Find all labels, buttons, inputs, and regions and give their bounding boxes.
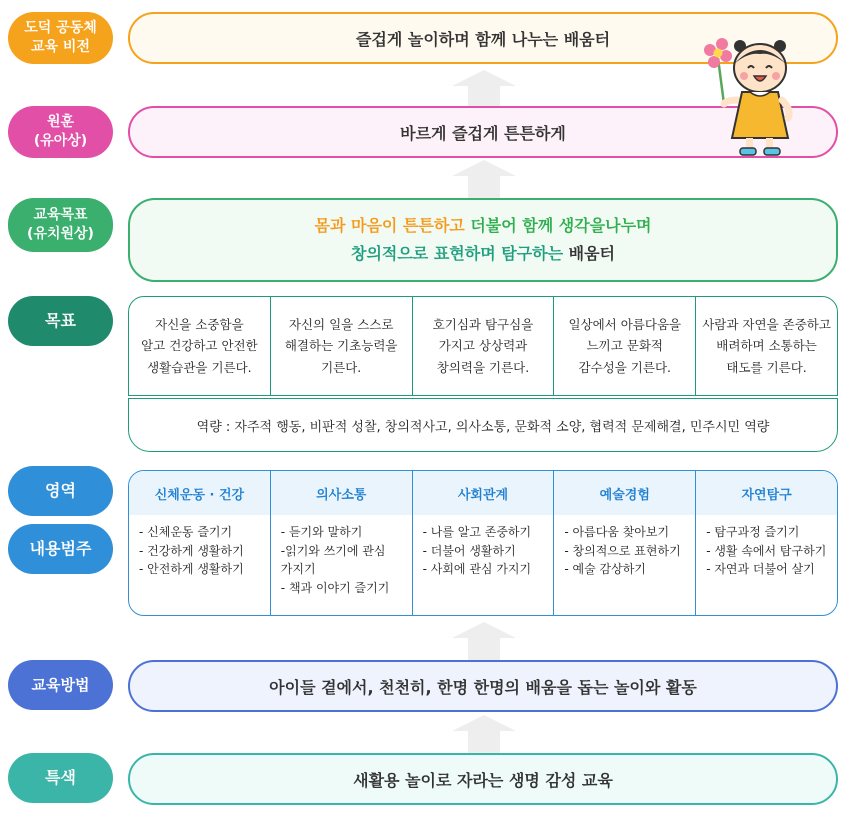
edu-goal-label: 교육목표 (유치원상) bbox=[8, 198, 113, 252]
up-arrow-icon bbox=[452, 622, 516, 660]
vision-text: 즐겁게 놀이하며 함께 나누는 배움터 bbox=[355, 29, 611, 49]
goal-item: 사람과 자연을 존중하고 배려하며 소통하는 태도를 기른다. bbox=[702, 317, 831, 375]
vision-label: 도덕 공동체 교육 비전 bbox=[8, 12, 113, 64]
area-title: 사회관계 bbox=[413, 471, 554, 515]
area-item: - 자연과 더불어 살기 bbox=[706, 562, 815, 577]
area-item: - 창의적으로 표현하기 bbox=[564, 543, 681, 558]
competency-box bbox=[128, 398, 838, 452]
feature-bar bbox=[128, 753, 838, 805]
goal-item: 호기심과 탐구심을 가지고 상상력과 창의력을 기른다. bbox=[413, 297, 555, 395]
edu-goal-line1 bbox=[315, 212, 652, 240]
edu-goal-line2-part2: 배움터 bbox=[568, 244, 616, 263]
area-item: - 나를 알고 존중하기 bbox=[422, 525, 532, 539]
goals-table bbox=[128, 296, 838, 396]
motto-label: 원훈 (유아상) bbox=[8, 106, 113, 158]
area-title: 의사소통 bbox=[271, 471, 412, 515]
area-item: - 안전하게 생활하기 bbox=[139, 562, 244, 577]
area-items bbox=[554, 515, 695, 579]
child-character-illustration bbox=[698, 34, 798, 160]
area-title: 자연탐구 bbox=[696, 471, 837, 515]
edu-goal-line2-part1: 창의적으로 표현하며 탐구하는 bbox=[350, 244, 564, 263]
edu-goal-line1-part1: 몸과 마음이 튼튼하고 bbox=[314, 216, 465, 235]
area-item: - 아름다움 찾아보기 bbox=[564, 525, 670, 539]
area-item: - 사회에 관심 가지기 bbox=[422, 562, 532, 577]
area-item: - 책과 이야기 즐기기 bbox=[280, 580, 390, 595]
motto-text: 바르게 즐겁게 튼튼하게 bbox=[400, 123, 566, 143]
area-item: - 예술 감상하기 bbox=[564, 562, 646, 577]
area-title: 신체운동 · 건강 bbox=[129, 471, 270, 515]
goal-item: 자신을 소중함을 알고 건강하고 안전한 생활습관을 기른다. bbox=[129, 297, 271, 395]
areas-table bbox=[128, 470, 838, 616]
area-label: 영역 bbox=[8, 466, 113, 516]
edu-goal-bar bbox=[128, 198, 838, 282]
area-column bbox=[129, 471, 271, 615]
area-items bbox=[696, 515, 837, 579]
edu-goal-line2 bbox=[351, 240, 615, 268]
area-column bbox=[696, 471, 837, 615]
method-label: 교육방법 bbox=[8, 660, 113, 710]
area-column bbox=[413, 471, 555, 615]
competency-text: 역량 : 자주적 행동, 비판적 성찰, 창의적사고, 의사소통, 문화적 소양, 협력적 문제해결, 민주시민 역량 bbox=[196, 419, 770, 435]
area-item: - 탐구과정 즐기기 bbox=[706, 525, 800, 539]
area-items bbox=[129, 515, 270, 579]
area-item: - 신체운동 즐기기 bbox=[139, 525, 233, 539]
area-title: 예술경험 bbox=[554, 471, 695, 515]
content-label: 내용범주 bbox=[8, 524, 113, 574]
area-items bbox=[271, 515, 412, 597]
goal-item: 자신의 일을 스스로 해결하는 기초능력을 기른다. bbox=[271, 297, 413, 395]
feature-label: 특색 bbox=[8, 753, 113, 803]
up-arrow-icon bbox=[452, 70, 516, 108]
up-arrow-icon bbox=[452, 160, 516, 198]
method-text: 아이들 곁에서, 천천히, 한명 한명의 배움을 돕는 놀이와 활동 bbox=[269, 677, 697, 697]
area-item: - 듣기와 말하기 bbox=[280, 525, 363, 539]
area-column bbox=[554, 471, 696, 615]
area-item: -읽기와 쓰기에 관심 가지기 bbox=[280, 543, 386, 577]
up-arrow-icon bbox=[452, 715, 516, 753]
goal-item: 일상에서 아름다움을 느끼고 문화적 감수성을 기른다. bbox=[554, 297, 696, 395]
area-item: - 건강하게 생활하기 bbox=[139, 543, 244, 558]
feature-text: 새활용 놀이로 자라는 생명 감성 교육 bbox=[353, 770, 613, 790]
area-column bbox=[271, 471, 413, 615]
method-bar bbox=[128, 660, 838, 712]
area-item: - 더불어 생활하기 bbox=[422, 543, 516, 558]
area-item: - 생활 속에서 탐구하기 bbox=[706, 543, 827, 558]
edu-goal-line1-part2: 더불어 함께 생각을나누며 bbox=[470, 216, 652, 235]
area-items bbox=[413, 515, 554, 579]
goal-label: 목표 bbox=[8, 296, 113, 346]
